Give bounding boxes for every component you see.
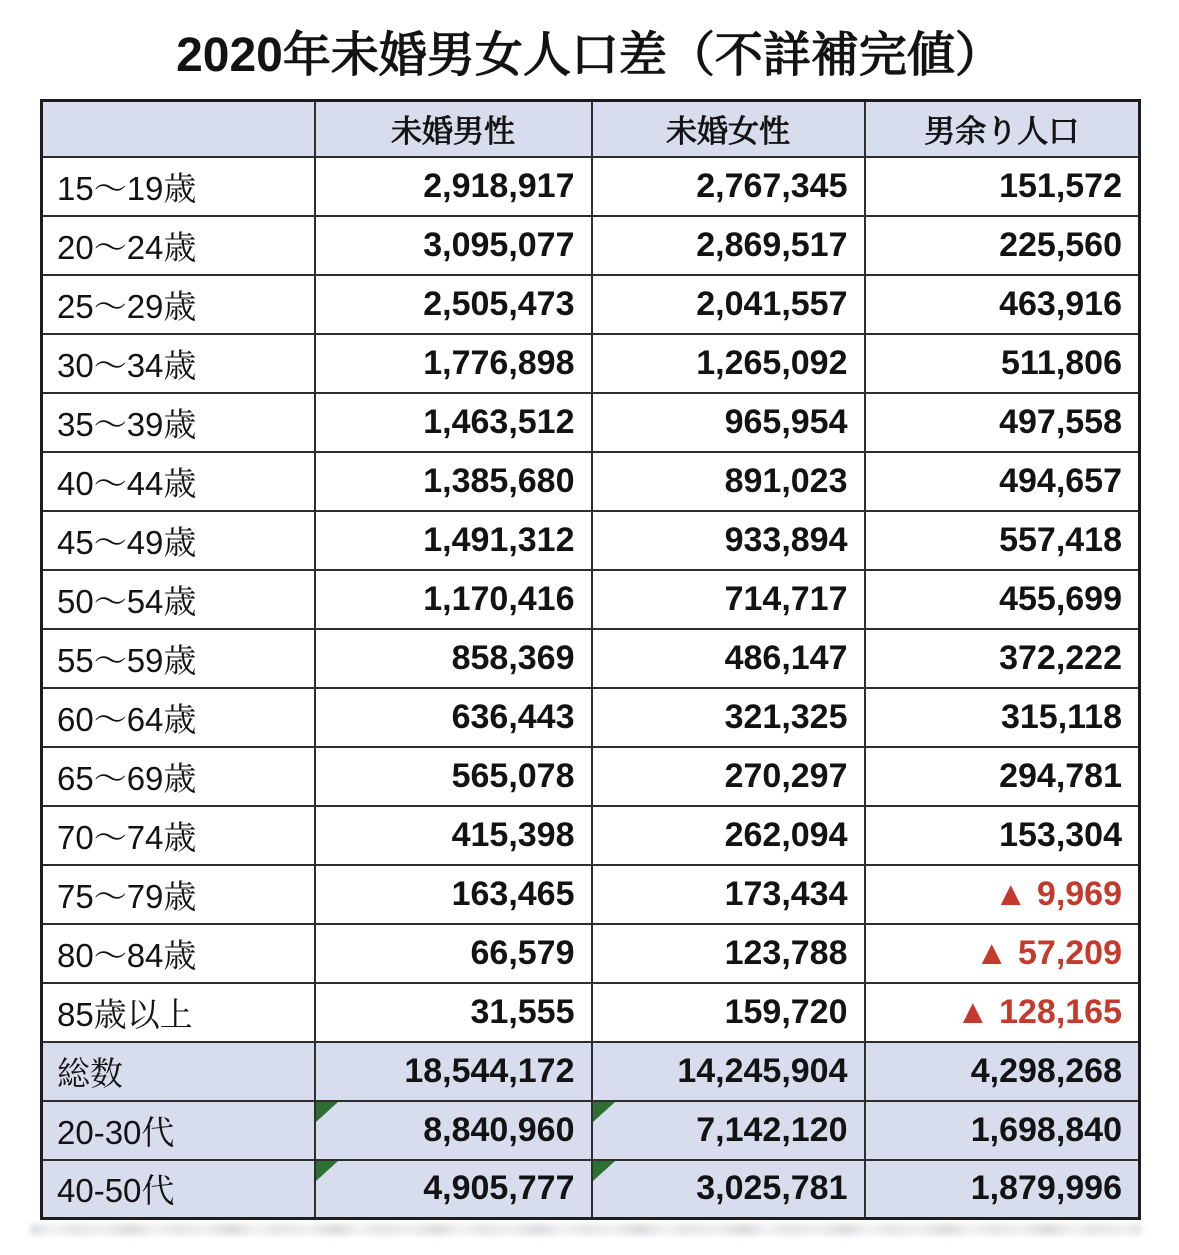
female-count-cell <box>592 216 865 275</box>
male-count-cell-text: 858,369 <box>451 638 575 677</box>
female-count-cell-text: 270,297 <box>724 756 848 795</box>
surplus-cell-text: 1,698,840 <box>970 1110 1122 1149</box>
table-body <box>42 157 1140 1219</box>
table-row <box>42 1042 1140 1101</box>
age-label-cell <box>42 216 315 275</box>
male-count-cell <box>315 334 592 393</box>
female-count-cell-text: 321,325 <box>724 697 848 736</box>
surplus-cell-text: 151,572 <box>999 166 1122 205</box>
table-row <box>42 511 1140 570</box>
age-label-cell-text: 70〜74歳 <box>57 818 197 856</box>
age-label-cell-text: 20〜24歳 <box>57 228 197 266</box>
table-row <box>42 629 1140 688</box>
age-label-cell <box>42 865 315 924</box>
bottom-compression-artifact <box>30 1224 1142 1235</box>
excel-corner-flag-icon <box>316 1161 338 1181</box>
male-count-cell <box>315 747 592 806</box>
table-row <box>42 1160 1140 1219</box>
table-header <box>42 101 1140 157</box>
table-row <box>42 924 1140 983</box>
surplus-cell-text: ▲ 9,969 <box>993 874 1122 913</box>
age-label-cell-text: 60〜64歳 <box>57 700 197 738</box>
surplus-cell <box>865 1160 1140 1219</box>
age-label-cell <box>42 983 315 1042</box>
female-count-cell-text: 933,894 <box>724 520 848 559</box>
female-count-cell <box>592 983 865 1042</box>
surplus-cell <box>865 216 1140 275</box>
surplus-cell-text: ▲ 57,209 <box>974 933 1122 972</box>
age-label-cell-text: 25〜29歳 <box>57 287 197 325</box>
male-count-cell <box>315 1101 592 1160</box>
male-count-cell <box>315 157 592 216</box>
age-label-cell <box>42 806 315 865</box>
age-label-cell-text: 30〜34歳 <box>57 346 197 384</box>
surplus-cell-text: 557,418 <box>999 520 1122 559</box>
male-count-cell <box>315 924 592 983</box>
age-label-cell <box>42 924 315 983</box>
age-label-cell-text: 55〜59歳 <box>57 641 197 679</box>
surplus-cell <box>865 334 1140 393</box>
surplus-cell <box>865 393 1140 452</box>
male-count-cell <box>315 393 592 452</box>
surplus-cell-text: ▲ 128,165 <box>956 992 1122 1031</box>
female-count-cell-text: 965,954 <box>724 402 848 441</box>
surplus-cell <box>865 688 1140 747</box>
female-count-cell-text: 173,434 <box>724 874 848 913</box>
male-count-cell-text: 8,840,960 <box>423 1110 575 1149</box>
table-row <box>42 452 1140 511</box>
female-count-cell <box>592 1042 865 1101</box>
male-count-cell-text: 3,095,077 <box>423 225 575 264</box>
male-count-cell <box>315 688 592 747</box>
age-label-cell <box>42 688 315 747</box>
male-count-cell-text: 2,505,473 <box>423 284 575 323</box>
surplus-cell-text: 225,560 <box>999 225 1122 264</box>
table-row <box>42 747 1140 806</box>
male-count-cell <box>315 452 592 511</box>
surplus-cell <box>865 629 1140 688</box>
surplus-cell-text: 511,806 <box>1000 343 1122 382</box>
table-row <box>42 334 1140 393</box>
age-label-cell <box>42 334 315 393</box>
female-count-cell <box>592 865 865 924</box>
age-label-cell-text: 20-30代 <box>57 1113 175 1151</box>
surplus-cell-text: 494,657 <box>999 461 1122 500</box>
female-count-cell-text: 159,720 <box>724 992 848 1031</box>
table-row <box>42 275 1140 334</box>
male-count-cell-text: 18,544,172 <box>404 1051 575 1090</box>
age-label-cell <box>42 1101 315 1160</box>
female-count-cell <box>592 924 865 983</box>
page-title: 2020年未婚男女人口差（不詳補完値） <box>176 29 1003 82</box>
surplus-cell <box>865 511 1140 570</box>
header-unmarried-male: 未婚男性 <box>315 101 592 157</box>
male-count-cell-text: 1,385,680 <box>423 461 575 500</box>
age-label-cell-text: 40-50代 <box>57 1172 175 1210</box>
female-count-cell <box>592 452 865 511</box>
age-label-cell-text: 75〜79歳 <box>57 877 197 915</box>
female-count-cell <box>592 806 865 865</box>
surplus-cell-text: 153,304 <box>999 815 1122 854</box>
age-label-cell <box>42 393 315 452</box>
table-row <box>42 688 1140 747</box>
male-count-cell-text: 565,078 <box>451 756 575 795</box>
age-label-cell-text: 50〜54歳 <box>57 582 197 620</box>
surplus-cell <box>865 1042 1140 1101</box>
male-count-cell <box>315 216 592 275</box>
age-label-cell-text: 40〜44歳 <box>57 464 197 502</box>
age-label-cell-text: 35〜39歳 <box>57 405 197 443</box>
surplus-cell-text: 315,118 <box>1000 697 1122 736</box>
male-count-cell-text: 66,579 <box>470 933 575 972</box>
excel-corner-flag-icon <box>593 1102 615 1122</box>
male-count-cell <box>315 629 592 688</box>
female-count-cell <box>592 275 865 334</box>
male-count-cell-text: 1,776,898 <box>423 343 575 382</box>
surplus-cell <box>865 570 1140 629</box>
female-count-cell-text: 2,041,557 <box>696 284 848 323</box>
age-label-cell-text: 45〜49歳 <box>57 523 197 561</box>
age-label-cell <box>42 747 315 806</box>
age-label-cell <box>42 570 315 629</box>
female-count-cell-text: 3,025,781 <box>696 1169 848 1208</box>
male-count-cell <box>315 806 592 865</box>
age-label-cell <box>42 629 315 688</box>
surplus-cell-text: 1,879,996 <box>970 1169 1122 1208</box>
age-label-cell <box>42 275 315 334</box>
male-count-cell <box>315 511 592 570</box>
male-count-cell-text: 636,443 <box>451 697 575 736</box>
female-count-cell <box>592 511 865 570</box>
age-label-cell <box>42 511 315 570</box>
surplus-cell-text: 497,558 <box>999 402 1122 441</box>
age-label-cell <box>42 452 315 511</box>
surplus-cell <box>865 983 1140 1042</box>
age-label-cell-text: 15〜19歳 <box>57 169 197 207</box>
age-label-cell <box>42 1160 315 1219</box>
table-row <box>42 983 1140 1042</box>
male-count-cell <box>315 570 592 629</box>
table-row <box>42 216 1140 275</box>
female-count-cell-text: 1,265,092 <box>696 343 848 382</box>
male-count-cell-text: 4,905,777 <box>423 1169 575 1208</box>
male-count-cell-text: 1,491,312 <box>423 520 575 559</box>
surplus-cell-text: 463,916 <box>999 284 1122 323</box>
surplus-cell-text: 372,222 <box>999 638 1122 677</box>
female-count-cell <box>592 393 865 452</box>
surplus-cell <box>865 1101 1140 1160</box>
female-count-cell <box>592 1160 865 1219</box>
male-count-cell-text: 1,170,416 <box>423 579 575 618</box>
age-label-cell <box>42 157 315 216</box>
female-count-cell <box>592 747 865 806</box>
age-label-cell-text: 65〜69歳 <box>57 759 197 797</box>
age-label-cell-text: 85歳以上 <box>57 995 193 1033</box>
header-unmarried-female: 未婚女性 <box>592 101 865 157</box>
surplus-cell-text: 455,699 <box>999 579 1122 618</box>
table-row <box>42 157 1140 216</box>
table-row <box>42 393 1140 452</box>
age-label-cell <box>42 1042 315 1101</box>
surplus-cell <box>865 806 1140 865</box>
female-count-cell <box>592 334 865 393</box>
male-count-cell <box>315 1160 592 1219</box>
male-count-cell-text: 163,465 <box>451 874 575 913</box>
surplus-cell <box>865 747 1140 806</box>
female-count-cell-text: 7,142,120 <box>696 1110 848 1149</box>
female-count-cell-text: 123,788 <box>724 933 848 972</box>
male-count-cell-text: 1,463,512 <box>423 402 575 441</box>
age-label-cell-text: 総数 <box>57 1054 123 1092</box>
table-row <box>42 865 1140 924</box>
female-count-cell <box>592 688 865 747</box>
female-count-cell-text: 486,147 <box>724 638 848 677</box>
population-table <box>40 99 1141 1220</box>
age-label-cell-text: 80〜84歳 <box>57 936 197 974</box>
header-empty-cell <box>42 101 315 157</box>
female-count-cell-text: 2,767,345 <box>696 166 848 205</box>
surplus-cell <box>865 865 1140 924</box>
female-count-cell <box>592 570 865 629</box>
female-count-cell-text: 714,717 <box>724 579 848 618</box>
header-male-surplus: 男余り人口 <box>865 101 1140 157</box>
header-row <box>42 101 1140 157</box>
surplus-cell-text: 294,781 <box>999 756 1122 795</box>
surplus-cell <box>865 275 1140 334</box>
female-count-cell-text: 2,869,517 <box>696 225 848 264</box>
excel-corner-flag-icon <box>316 1102 338 1122</box>
male-count-cell-text: 31,555 <box>470 992 575 1031</box>
surplus-cell <box>865 157 1140 216</box>
surplus-cell <box>865 924 1140 983</box>
male-count-cell-text: 2,918,917 <box>423 166 575 205</box>
female-count-cell-text: 891,023 <box>724 461 848 500</box>
table-row <box>42 1101 1140 1160</box>
female-count-cell <box>592 157 865 216</box>
surplus-cell-text: 4,298,268 <box>970 1051 1122 1090</box>
table-row <box>42 806 1140 865</box>
male-count-cell <box>315 275 592 334</box>
male-count-cell <box>315 983 592 1042</box>
female-count-cell <box>592 629 865 688</box>
female-count-cell-text: 262,094 <box>724 815 848 854</box>
male-count-cell <box>315 1042 592 1101</box>
surplus-cell <box>865 452 1140 511</box>
male-count-cell <box>315 865 592 924</box>
excel-corner-flag-icon <box>593 1161 615 1181</box>
male-count-cell-text: 415,398 <box>451 815 575 854</box>
female-count-cell-text: 14,245,904 <box>677 1051 848 1090</box>
female-count-cell <box>592 1101 865 1160</box>
table-row <box>42 570 1140 629</box>
